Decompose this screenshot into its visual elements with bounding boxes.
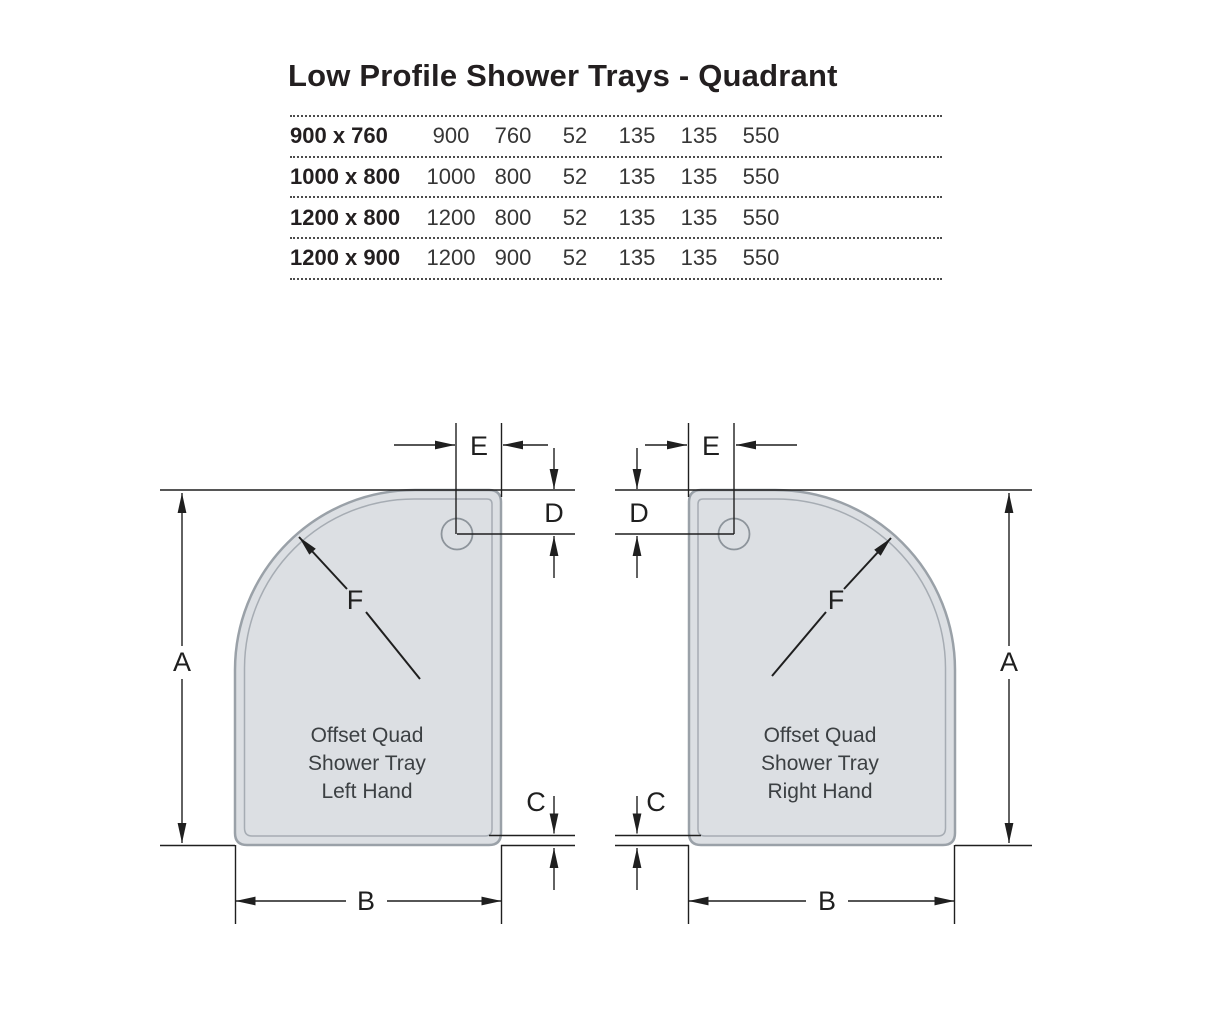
size-cell: 1200 x 900 <box>290 245 401 271</box>
dim-C-left <box>526 787 554 890</box>
dim-label-d: D <box>629 498 649 528</box>
caption-line: Offset Quad <box>763 724 877 747</box>
dim-c-cell: 52 <box>562 164 588 190</box>
size-cell: 1000 x 800 <box>290 164 401 190</box>
dim-label-f: F <box>346 585 364 615</box>
caption-line: Offset Quad <box>310 724 424 747</box>
dim-f-cell: 550 <box>742 123 780 149</box>
dim-a-cell: 1200 <box>426 204 476 230</box>
dim-e-cell: 135 <box>680 245 718 271</box>
dim-label-b: B <box>356 886 376 916</box>
dim-d-cell: 135 <box>618 204 656 230</box>
dim-B-right <box>689 886 955 916</box>
dim-D-right <box>629 448 649 578</box>
dim-A-right <box>1000 493 1018 843</box>
dim-c-cell: 52 <box>562 123 588 149</box>
caption-line: Shower Tray <box>761 752 879 775</box>
dim-label-c: C <box>646 787 666 817</box>
right-tray-diagram <box>615 423 1032 924</box>
page-title: Low Profile Shower Trays - Quadrant <box>288 58 838 93</box>
dim-f-cell: 550 <box>742 164 780 190</box>
size-cell: 900 x 760 <box>290 123 388 149</box>
tray-caption-right <box>761 724 879 803</box>
dim-c-cell: 52 <box>562 204 588 230</box>
dim-B-left <box>236 886 502 916</box>
dim-f-cell: 550 <box>742 204 780 230</box>
dim-D-left <box>544 448 564 578</box>
dim-e-cell: 135 <box>680 123 718 149</box>
dim-d-cell: 135 <box>618 123 656 149</box>
dim-d-cell: 135 <box>618 164 656 190</box>
dim-label-e: E <box>469 431 489 461</box>
left-tray-diagram <box>160 423 575 924</box>
dim-label-e: E <box>701 431 721 461</box>
dim-d-cell: 135 <box>618 245 656 271</box>
dim-E-left <box>394 431 548 461</box>
size-cell: 1200 x 800 <box>290 204 401 230</box>
caption-line: Shower Tray <box>308 752 426 775</box>
dim-b-cell: 800 <box>494 204 532 230</box>
dim-a-cell: 900 <box>432 123 470 149</box>
dim-a-cell: 1000 <box>426 164 476 190</box>
dim-label-f: F <box>827 585 845 615</box>
caption-line: Right Hand <box>767 780 873 803</box>
caption-line: Left Hand <box>321 780 413 803</box>
dim-label-b: B <box>817 886 837 916</box>
dim-b-cell: 800 <box>494 164 532 190</box>
dim-a-cell: 1200 <box>426 245 476 271</box>
dim-f-cell: 550 <box>742 245 780 271</box>
dim-e-cell: 135 <box>680 164 718 190</box>
dim-label-a: A <box>999 647 1019 677</box>
dim-A-left <box>173 493 191 843</box>
dim-label-c: C <box>526 787 546 817</box>
dim-c-cell: 52 <box>562 245 588 271</box>
dim-C-right <box>637 787 666 890</box>
dim-E-right <box>645 431 797 461</box>
dim-label-d: D <box>544 498 564 528</box>
tray-caption-left <box>308 724 426 803</box>
dim-label-a: A <box>172 647 192 677</box>
dim-b-cell: 760 <box>494 123 532 149</box>
dim-b-cell: 900 <box>494 245 532 271</box>
dim-e-cell: 135 <box>680 204 718 230</box>
